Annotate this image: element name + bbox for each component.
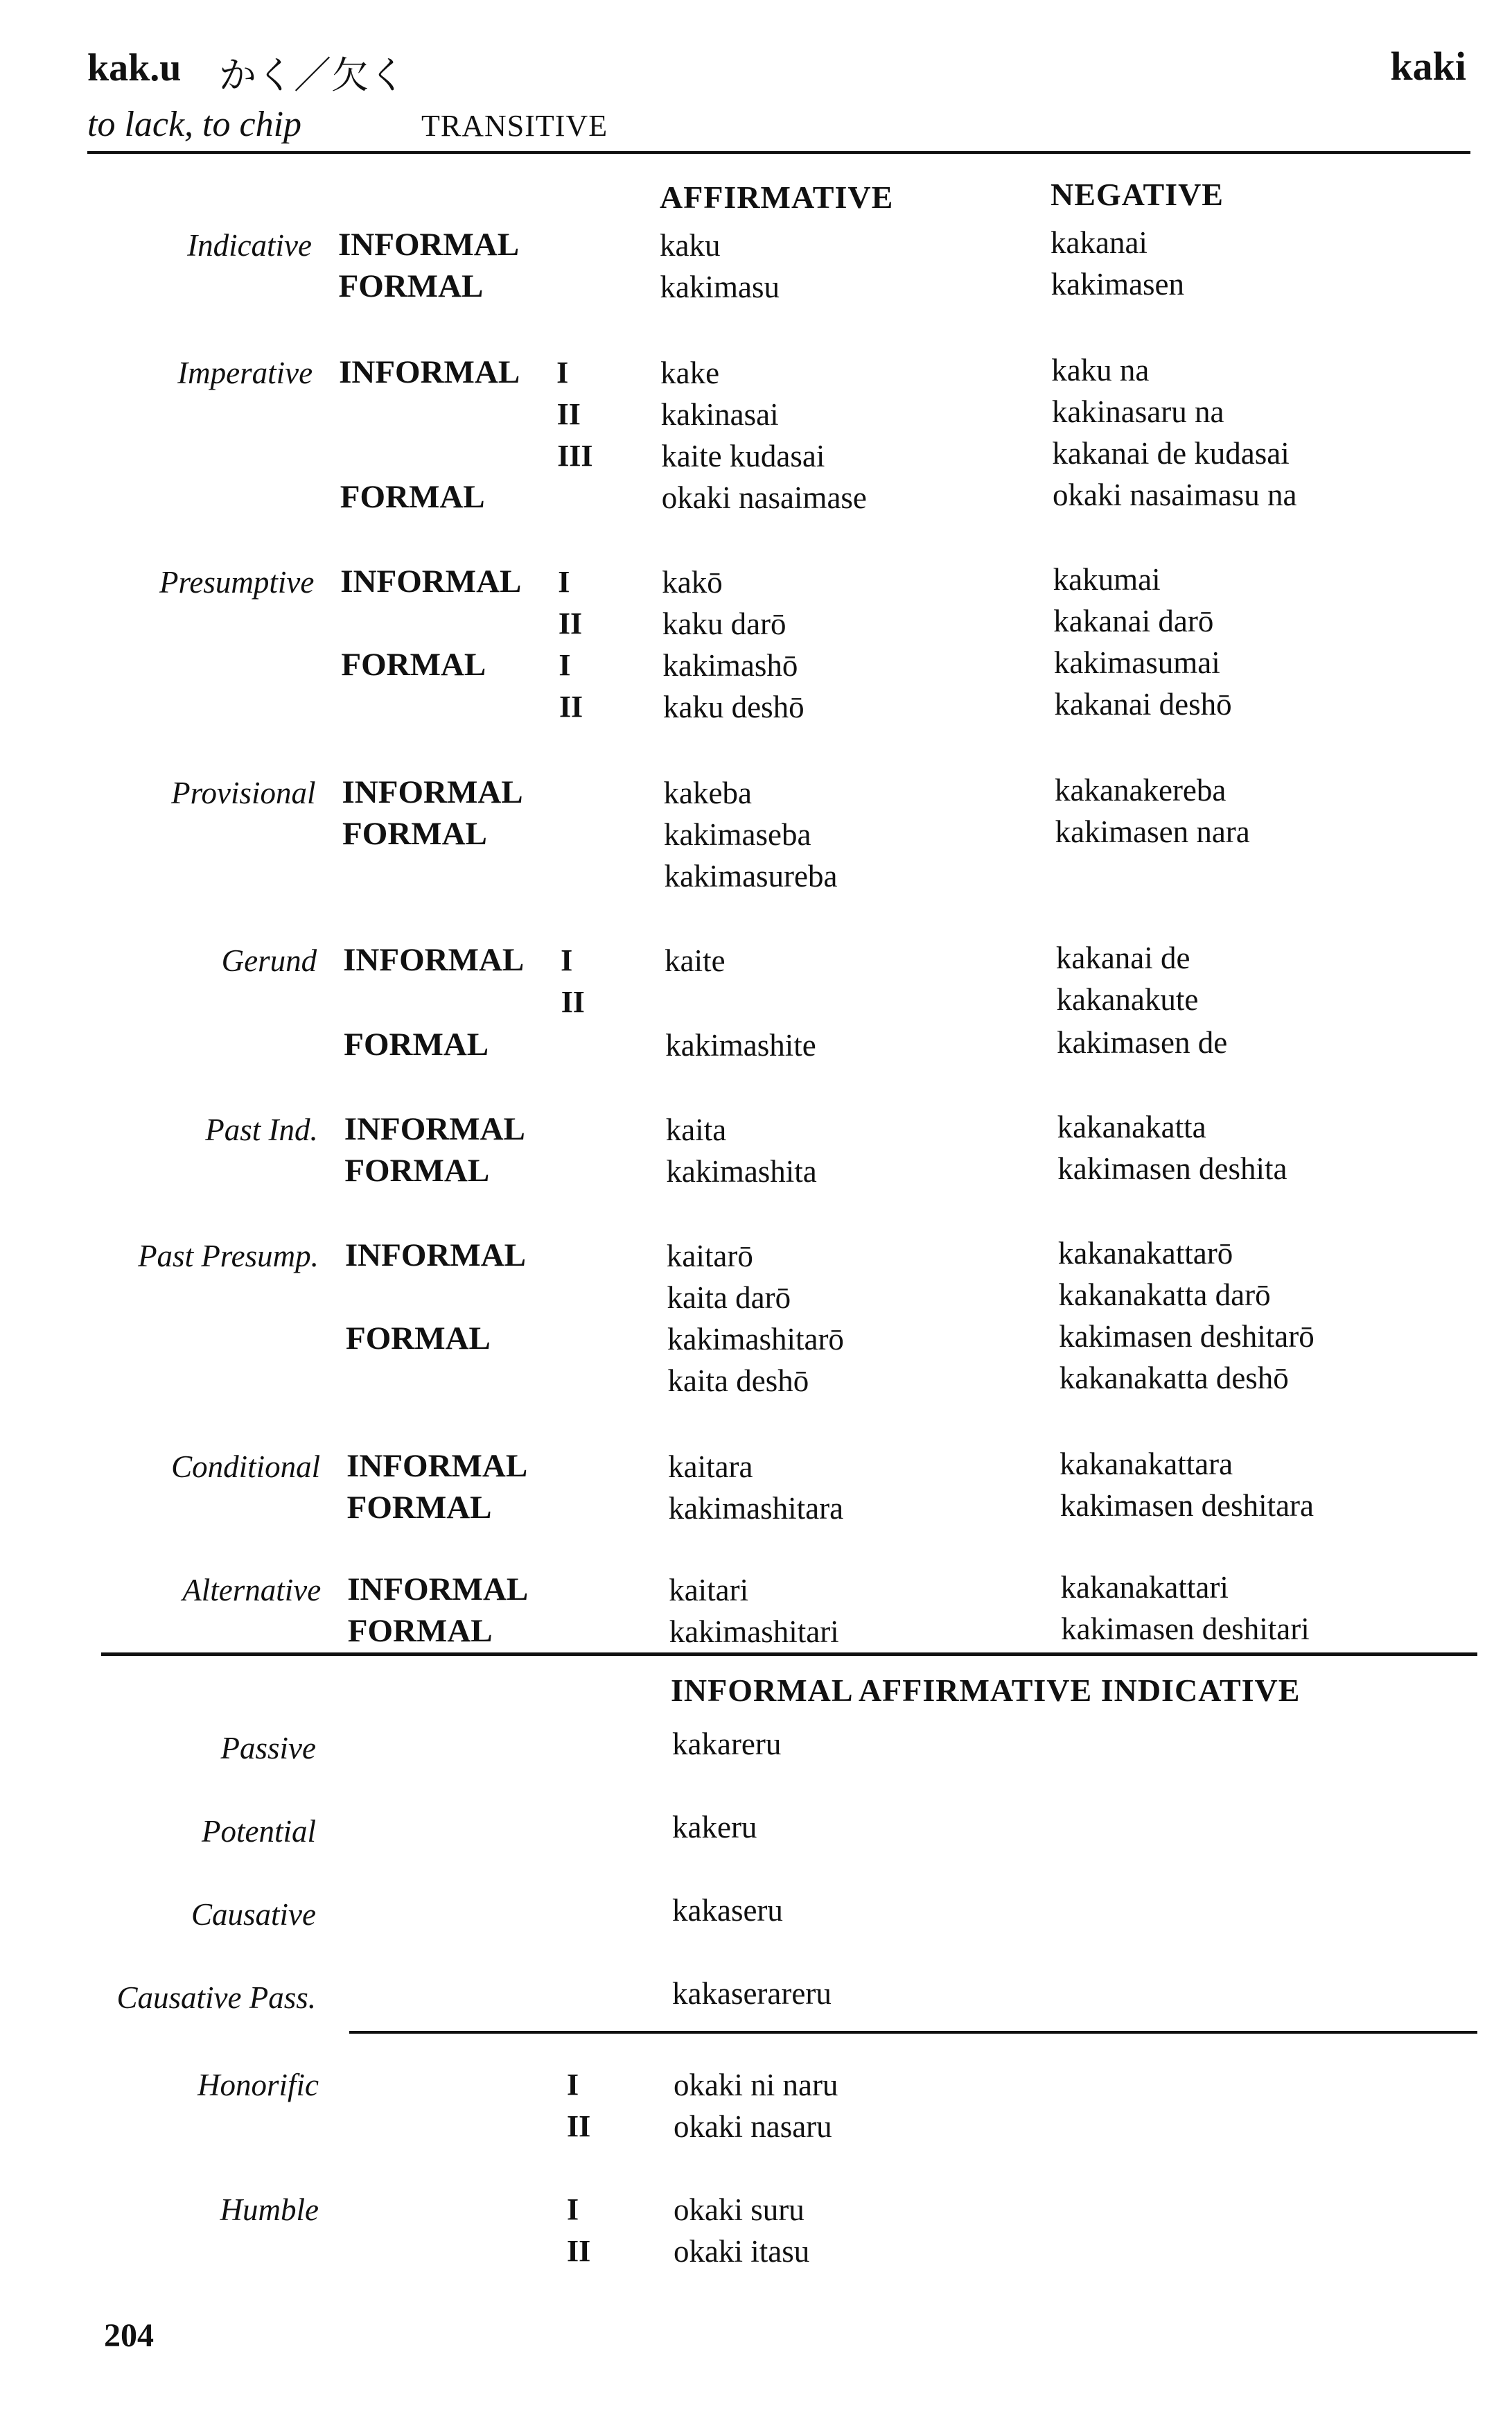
category-label: Past Presump. (138, 1239, 319, 1273)
headword: kak.u (87, 46, 182, 89)
affirmative-form: kakimashitari (669, 1614, 839, 1649)
negative-form: kakimasen deshita (1057, 1151, 1287, 1186)
affirmative-form: kakimasureba (664, 859, 838, 893)
variant-numeral: I (558, 565, 570, 599)
register-label: FORMAL (338, 268, 484, 304)
headword-kana: かく／欠く (219, 53, 406, 97)
affirmative-form: kakinasai (660, 397, 779, 432)
affirmative-form: kaku (660, 228, 721, 263)
transitivity-label: TRANSITIVE (421, 109, 608, 143)
variant-numeral: III (557, 439, 593, 473)
negative-form: kakimasumai (1053, 645, 1220, 680)
register-label: FORMAL (344, 1153, 490, 1189)
affirmative-form: kaite (665, 943, 726, 978)
register-label: FORMAL (341, 647, 486, 683)
negative-form: kakanai (1051, 225, 1148, 260)
category-label: Conditional (171, 1449, 321, 1484)
affirmative-form: kaitara (668, 1449, 753, 1484)
keigo-form: okaki nasaru (674, 2109, 832, 2144)
negative-form: kakumai (1053, 562, 1161, 597)
variant-numeral: II (559, 690, 583, 724)
page-number: 204 (104, 2317, 154, 2354)
register-label: INFORMAL (339, 354, 520, 390)
variant-numeral: II (561, 985, 585, 1019)
category-label: Alternative (182, 1573, 322, 1607)
keigo-category: Humble (220, 2192, 319, 2227)
category-label: Gerund (221, 943, 317, 978)
affirmative-form: kaku deshō (662, 690, 805, 724)
register-label: INFORMAL (343, 942, 525, 978)
negative-form: kakanai de (1055, 941, 1190, 975)
register-label: INFORMAL (344, 1111, 525, 1147)
variant-numeral: I (561, 943, 573, 977)
variant-numeral: I (567, 2068, 579, 2102)
variant-numeral: II (556, 397, 581, 431)
keigo-form: okaki suru (674, 2192, 805, 2227)
keigo-category: Honorific (197, 2068, 319, 2102)
negative-form: kaku na (1051, 353, 1150, 387)
register-label: INFORMAL (346, 1448, 528, 1484)
affirmative-form: kakimashō (662, 648, 798, 683)
category-label: Imperative (177, 356, 313, 390)
variant-numeral: II (558, 607, 583, 640)
register-label: FORMAL (346, 1490, 492, 1526)
affirmative-form: kaku darō (662, 607, 786, 641)
derived-category: Potential (202, 1814, 316, 1849)
register-label: INFORMAL (338, 227, 520, 263)
register-label: FORMAL (347, 1613, 493, 1649)
derived-form: kakeru (672, 1810, 757, 1844)
affirmative-form: kakimashitarō (667, 1322, 844, 1356)
affirmative-form: kaita deshō (667, 1363, 809, 1398)
negative-form: kakanakatta (1057, 1110, 1206, 1144)
derived-form: kakareru (672, 1727, 782, 1761)
gloss: to lack, to chip (87, 105, 302, 144)
negative-heading: NEGATIVE (1051, 177, 1224, 212)
affirmative-form: kaitari (669, 1573, 749, 1607)
negative-form: kakanakattarō (1057, 1236, 1233, 1271)
register-label: INFORMAL (347, 1571, 529, 1607)
affirmative-form: kakimashitara (668, 1491, 844, 1526)
register-label: FORMAL (344, 1027, 489, 1063)
negative-form: kakanai de kudasai (1052, 436, 1290, 471)
variant-numeral: II (567, 2109, 591, 2143)
category-label: Provisional (171, 776, 316, 810)
derived-heading: INFORMAL AFFIRMATIVE INDICATIVE (671, 1673, 1301, 1708)
affirmative-form: kakeba (663, 776, 752, 810)
variant-numeral: I (567, 2192, 579, 2226)
negative-form: kakimasen deshitari (1061, 1612, 1310, 1646)
negative-form: kakinasaru na (1051, 394, 1224, 429)
negative-form: kakanai darō (1053, 604, 1214, 638)
derived-form: kakaserareru (672, 1976, 832, 2011)
affirmative-form: kakimaseba (664, 817, 811, 852)
register-label: FORMAL (340, 479, 485, 515)
affirmative-form: kaitarō (666, 1239, 753, 1273)
negative-form: kakimasen nara (1055, 814, 1250, 849)
category-label: Presumptive (159, 565, 315, 600)
derived-form: kakaseru (672, 1893, 783, 1928)
negative-form: kakanakattari (1060, 1570, 1229, 1605)
derived-category: Passive (220, 1731, 316, 1765)
affirmative-form: kaita darō (667, 1280, 791, 1315)
register-label: FORMAL (346, 1320, 491, 1356)
negative-form: kakanai deshō (1054, 687, 1232, 722)
affirmative-form: kakimasu (660, 270, 780, 304)
register-label: FORMAL (342, 816, 487, 852)
category-label: Past Ind. (205, 1112, 318, 1147)
negative-form: kakanakatta darō (1058, 1277, 1271, 1312)
variant-numeral: I (559, 648, 571, 682)
table-divider (101, 1652, 1477, 1656)
category-label: Indicative (187, 228, 312, 263)
affirmative-form: kakimashita (666, 1154, 817, 1189)
variant-numeral: II (567, 2234, 591, 2268)
affirmative-form: kake (660, 356, 720, 390)
negative-form: kakanakatta deshō (1059, 1361, 1289, 1395)
affirmative-form: okaki nasaimase (661, 480, 867, 515)
register-label: INFORMAL (340, 564, 522, 600)
header-rule (87, 151, 1470, 154)
register-label: INFORMAL (342, 774, 523, 810)
variant-numeral: I (556, 356, 569, 390)
affirmative-form: kaita (665, 1112, 727, 1147)
affirmative-form: kakimashite (665, 1028, 816, 1063)
guide-word: kaki (1390, 44, 1466, 89)
negative-form: kakanakattara (1060, 1447, 1233, 1481)
negative-form: kakanakute (1056, 982, 1199, 1017)
register-label: INFORMAL (344, 1237, 526, 1273)
negative-form: kakimasen (1051, 267, 1185, 302)
derived-category: Causative (191, 1897, 316, 1932)
affirmative-form: kakō (662, 565, 723, 600)
negative-form: kakimasen deshitarō (1059, 1319, 1315, 1354)
keigo-form: okaki ni naru (674, 2068, 838, 2102)
negative-form: kakanakereba (1055, 773, 1227, 808)
negative-form: kakimasen de (1057, 1025, 1228, 1060)
negative-form: okaki nasaimasu na (1053, 478, 1297, 512)
affirmative-heading: AFFIRMATIVE (660, 180, 894, 215)
affirmative-form: kaite kudasai (661, 439, 825, 473)
keigo-divider (349, 2031, 1477, 2034)
negative-form: kakimasen deshitara (1060, 1488, 1315, 1523)
keigo-form: okaki itasu (674, 2234, 810, 2269)
derived-category: Causative Pass. (116, 1980, 316, 2015)
